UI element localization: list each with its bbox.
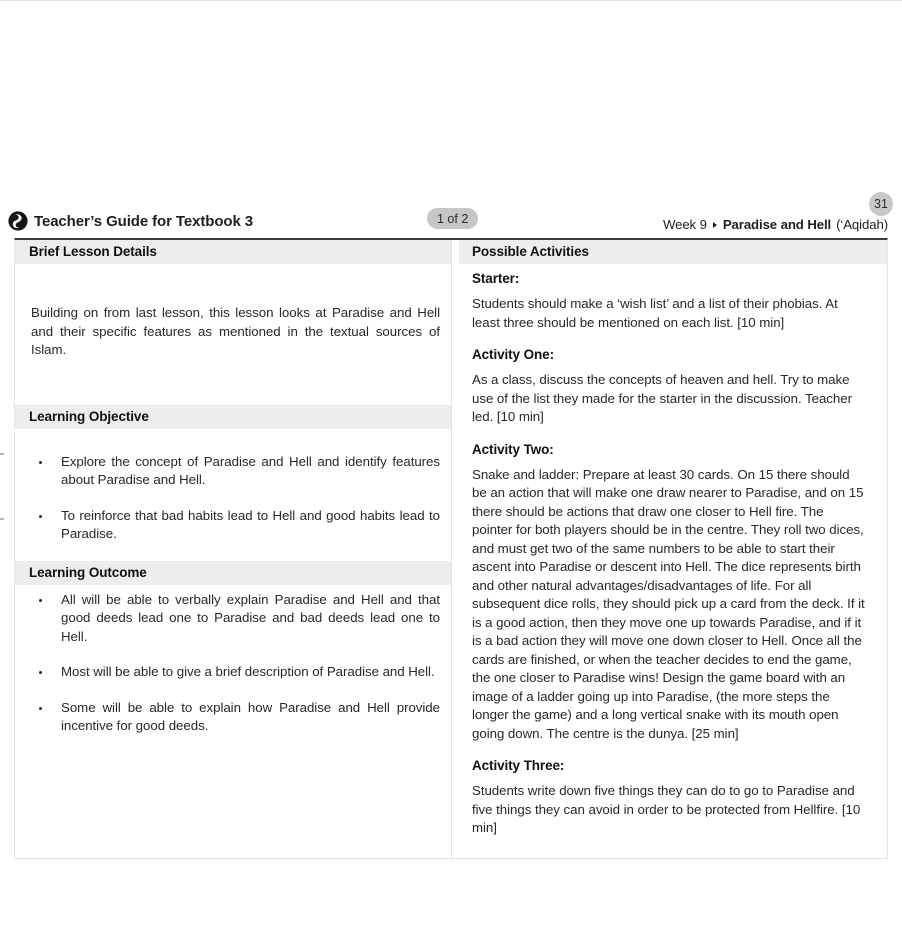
lesson-breadcrumb <box>663 217 888 232</box>
scan-tick-mark <box>0 453 4 455</box>
section-heading-learning-objective: Learning Objective <box>15 405 451 429</box>
activity-text-one: As a class, discuss the concepts of heaven and hell. Try to make use of the list they made for the starter in the discussion. Teacher led. [10 min] <box>472 372 852 424</box>
learning-objective-list <box>15 453 451 544</box>
lesson-subject: (‘Aqidah) <box>836 217 888 232</box>
list-item-text: Most will be able to give a brief description of Paradise and Hell. <box>61 664 435 679</box>
list-item-text: To reinforce that bad habits lead to Hell and good habits lead to Paradise. <box>61 507 440 541</box>
activity-label-starter: Starter: <box>472 271 520 286</box>
activity-text-two: Snake and ladder: Prepare at least 30 cards. On 15 there should be an action that will make one draw nearer to Paradise, and on 15 there should be actions that draw one closer to Hell fire. The pointer for both players should be in the centre. They roll two dices, and must get two of the same numbers to be able to start their ascent into Paradise or descent into Hell. The dice represents birth and other natural advantages/disadvantages of life. For all subsequent dice rolls, they should pick up a card from the deck. If it is a good action, then they move one up towards Paradise, and if it is a bad action they will move one down closer to Hell. Once all the cards are finished, or when the teacher decides to end the game, the one closer to Paradise wins! Design the game board with an image of a ladder going up into Paradise, (the more steps the longer the game) and a long vertical snake with its mouth open going down. The centre is the dunya. [25 min] <box>472 466 865 741</box>
activities-list <box>459 271 887 858</box>
lesson-plan-table <box>14 238 888 859</box>
page-top-rule <box>0 0 902 1</box>
guide-title: Teacher’s Guide for Textbook 3 <box>34 212 253 230</box>
activity-label-two: Activity Two: <box>472 441 554 457</box>
possible-activities-column <box>459 240 887 858</box>
scan-tick-mark <box>0 518 4 520</box>
bullet-dot-icon <box>39 599 42 602</box>
section-heading-learning-outcome: Learning Outcome <box>15 561 451 585</box>
bullet-dot-icon <box>39 671 42 674</box>
bullet-dot-icon <box>39 515 42 518</box>
bullet-dot-icon <box>39 461 42 464</box>
lesson-details-column <box>15 240 452 858</box>
activity-label-one: Activity One: <box>472 347 554 362</box>
list-item-text: Some will be able to explain how Paradise and Hell provide incentive for good deeds. <box>61 699 440 733</box>
publisher-logo-icon <box>8 211 28 231</box>
arrow-right-icon <box>713 222 717 228</box>
lesson-title: Paradise and Hell <box>722 217 832 232</box>
pagination-badge: 1 of 2 <box>427 208 478 229</box>
activity-text-starter: Students should make a ‘wish list’ and a list of their phobias. At least three should be mentioned on each list. [10 min] <box>472 296 838 330</box>
list-item-text: All will be able to verbally explain Paradise and Hell and that good deeds lead one to Paradise and bad deeds lead one to Hell. <box>61 591 440 644</box>
list-item <box>39 663 440 682</box>
column-gutter <box>452 240 459 858</box>
activity-label-three: Activity Three: <box>472 758 565 773</box>
list-item <box>39 507 440 544</box>
list-item-text: Explore the concept of Paradise and Hell and identify features about Paradise and Hell. <box>61 453 440 487</box>
page-number-badge: 31 <box>869 192 893 216</box>
activity-text-three: Students write down five things they can do to go to Paradise and five things they can avoid in order to be protected from Hellfire. [10 min] <box>472 783 861 835</box>
brief-lesson-paragraph: Building on from last lesson, this lesson looks at Paradise and Hell and their specific features as mentioned in the textual sources of Islam. <box>31 305 440 357</box>
list-item <box>39 699 440 736</box>
brand-header <box>8 211 253 231</box>
section-heading-possible-activities: Possible Activities <box>459 240 887 264</box>
week-label: Week 9 <box>662 217 707 232</box>
section-heading-brief-lesson-details: Brief Lesson Details <box>15 240 451 264</box>
learning-outcome-list <box>15 591 451 736</box>
list-item <box>39 453 440 490</box>
bullet-dot-icon <box>39 707 42 710</box>
list-item <box>39 591 440 647</box>
